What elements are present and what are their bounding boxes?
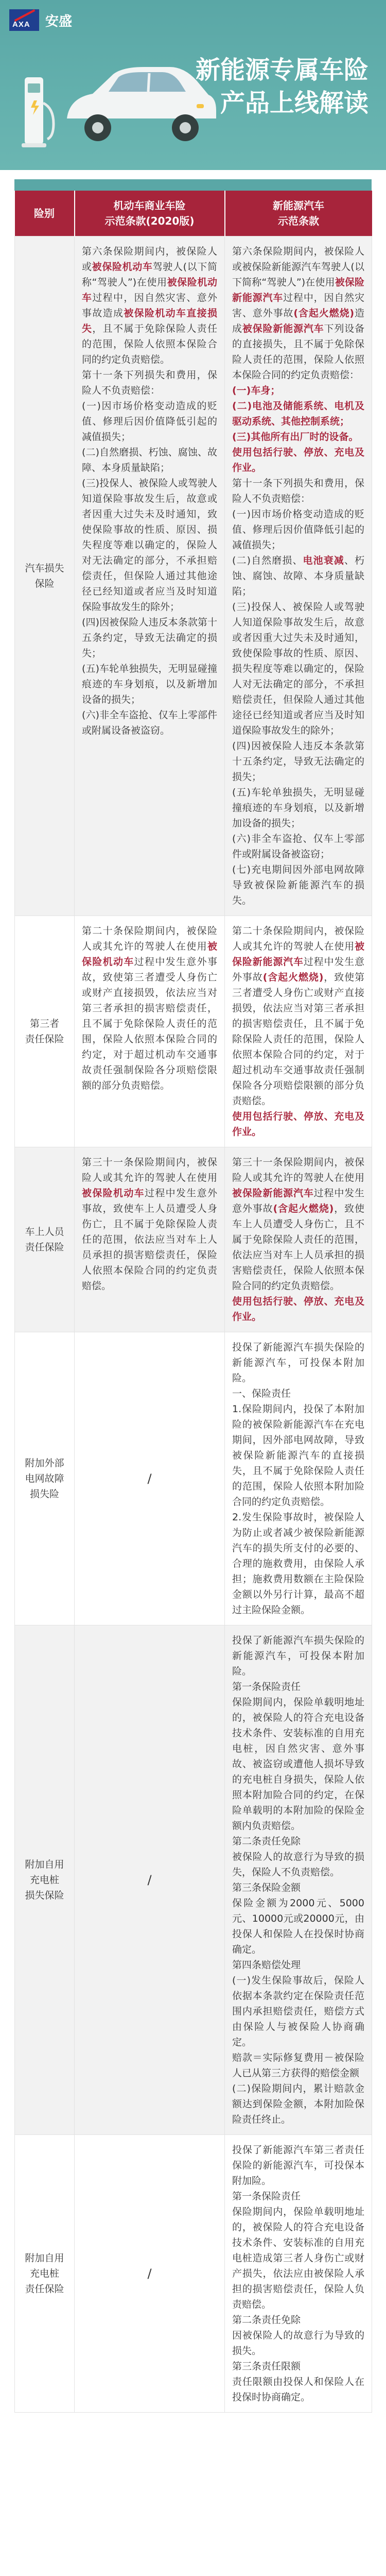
clause-paragraph	[232, 1834, 364, 1849]
highlighted-text: (二)电池及储能系统、电机及驱动系统、其他控制系统；	[232, 400, 364, 427]
clause-paragraph	[232, 2204, 364, 2312]
highlighted-text: 使用包括行驶、停放、充电及作业。	[232, 1296, 364, 1323]
clause-text: 1.保险期间内，投保了本附加险的被保险新能源汽车在充电期间，因外部电网故障，导致被保险新能源汽车的直接损失，且不属于免除保险人责任的范围，保险人依照本附加险合同的约定负责赔偿。	[232, 1403, 364, 1507]
header-new-terms	[225, 191, 372, 236]
clause-text: (一)因市场价格变动造成的贬值、修理后因价值降低引起的减值损失；	[82, 400, 217, 443]
clause-paragraph	[232, 506, 364, 553]
highlighted-text: 使用包括行驶、停放、充电及作业。	[232, 447, 364, 473]
comparison-table	[14, 191, 372, 2413]
page-title	[196, 54, 369, 120]
clause-paragraph	[232, 398, 364, 429]
clause-text: 过程中发生意外事故	[232, 956, 364, 983]
header-risk-label: 险别	[34, 207, 55, 219]
clause-text: (五)车轮单独损失，无明显碰撞痕迹的车身划痕，以及新增加设备的损失；	[232, 787, 364, 829]
clause-paragraph	[232, 383, 364, 398]
clause-text: 第二条责任免除	[232, 1836, 301, 1847]
clause-text: 一、保险责任	[232, 1388, 291, 1399]
clause-text: 保险期间内，保险单载明地址的，被保险人的符合充电设备技术条件、安装标准的自用充电桩造成第三者人身伤亡或财产损失，依法应由被保险人承担的损害赔偿责任，保险人负责赔偿。	[232, 2206, 364, 2310]
new-terms-cell	[225, 916, 372, 1147]
table-top-bar	[14, 179, 372, 191]
clause-paragraph	[232, 2359, 364, 2374]
clause-text: (三)投保人、被保险人或驾驶人知道保险事故发生后，故意或者因重大过失未及时通知，致使保险事故的性质、原因、损失程度等难以确定的，保险人对无法确定的部分，不承担赔偿责任，但保险人通过其他途径已经知道或者应当及时知道保险事故发生的除外；	[232, 601, 364, 736]
header-risk	[15, 191, 75, 236]
hero-banner	[0, 0, 386, 170]
clause-text: ，致使第三者遭受人身伤亡或财产直接损毁，依法应当对第三者承担的损害赔偿责任，且不属于免除保险人责任的范围，保险人依照本保险合同的约定，对于超过机动车交通事故责任强制保险各分项赔偿限额的部分负责赔偿。	[232, 972, 364, 1107]
clause-text: (四)因被保险人违反本条款第十五条约定，导致无法确定的损失；	[232, 740, 364, 783]
clause-paragraph	[232, 429, 364, 445]
clause-text: 过程中，因自然灾害、意外事故造成	[82, 292, 217, 319]
clause-paragraph	[232, 923, 364, 1109]
highlighted-text: 被保险机动车	[82, 941, 217, 968]
risk-name-cell: 附加自用 充电桩 责任保险	[15, 2135, 75, 2413]
highlighted-text: (含起火燃烧)	[262, 972, 324, 983]
clause-paragraph	[232, 476, 364, 506]
clause-text: 投保了新能源汽车损失保险的新能源汽车，可投保本附加险。	[232, 1635, 364, 1677]
highlighted-text: 电池衰减	[303, 555, 344, 566]
old-terms-cell: /	[75, 1332, 225, 1625]
clause-paragraph	[232, 1401, 364, 1510]
clause-text: 第二十条保险期间内，被保险人或其允许的驾驶人在使用	[82, 925, 217, 952]
clause-text: 过程中发生意外事故，致使车上人员遭受人身伤亡，且不属于免除保险人责任的范围，依法应当对车上人员承担的损害赔偿责任，保险人依照本保险合同的约定负责赔偿。	[82, 1188, 217, 1292]
highlighted-text: (三)其他所有出厂时的设备。	[232, 431, 359, 443]
clause-paragraph	[232, 2081, 364, 2127]
clause-paragraph	[232, 2374, 364, 2405]
clause-text: 第六条保险期间内，被保险人或被保险新能源汽车驾驶人(以下简称“驾驶人”)在使用	[232, 246, 364, 288]
clause-paragraph	[232, 862, 364, 908]
clause-paragraph	[82, 476, 217, 615]
risk-name-cell: 汽车损失 保险	[15, 236, 75, 916]
clause-text: (五)车轮单独损失，无明显碰撞痕迹的车身划痕，以及新增加设备的损失；	[82, 663, 217, 705]
brand-name: 安盛	[45, 13, 73, 29]
clause-text: 投保了新能源汽车第三者责任保险的新能源汽车，可投保本附加险。	[232, 2144, 364, 2187]
clause-paragraph	[232, 1340, 364, 1386]
table-body	[15, 236, 372, 2413]
clause-paragraph	[82, 1155, 217, 1294]
clause-paragraph	[232, 1386, 364, 1401]
clause-text: 第三十一条保险期间内，被保险人或其允许的驾驶人在使用	[232, 1157, 364, 1183]
clause-text: 赔款＝实际修复费用－被保险人已从第三方获得的赔偿金额	[232, 2052, 364, 2079]
clause-paragraph	[232, 2328, 364, 2359]
comparison-section	[0, 170, 386, 2413]
clause-text: (二)自然磨损、	[232, 555, 303, 566]
highlighted-text: 使用包括行驶、停放、充电及作业。	[232, 1111, 364, 1138]
clause-text: (一)因市场价格变动造成的贬值、修理后因价值降低引起的减值损失；	[232, 509, 364, 551]
clause-paragraph	[232, 1694, 364, 1834]
clause-paragraph	[232, 785, 364, 831]
table-row	[15, 1147, 372, 1332]
clause-text: 驾驶人(以下简称“驾驶人”)在使用	[82, 261, 217, 288]
clause-text: 第六条保险期间内，被保险人或	[82, 246, 217, 273]
clause-paragraph	[82, 923, 217, 1093]
clause-paragraph	[82, 661, 217, 707]
clause-text: 第二十条保险期间内，被保险人或其允许的驾驶人在使用	[232, 925, 364, 952]
clause-text: 过程中发生意外事故，致使第三者遭受人身伤亡或财产直接损毁，依法应当对第三者承担的损害赔偿责任，且不属于免除保险人责任的范围，保险人依照本保险合同的约定，对于超过机动车交通事故责任强制保险各分项赔偿限额的部分负责赔偿。	[82, 956, 217, 1091]
clause-text: (六)非全车盗抢、仅车上零部件或附属设备被盗窃。	[82, 709, 217, 736]
clause-paragraph	[232, 1957, 364, 1973]
header-old-terms	[75, 191, 225, 236]
header-new-label: 新能源汽车 示范条款	[273, 199, 324, 227]
clause-text: 第三条保险金额	[232, 1882, 301, 1893]
risk-name-cell: 附加自用 充电桩 损失保险	[15, 1625, 75, 2135]
charging-station-icon	[21, 72, 57, 149]
clause-paragraph	[232, 244, 364, 383]
clause-paragraph	[232, 599, 364, 738]
clause-paragraph	[82, 367, 217, 398]
old-terms-cell	[75, 236, 225, 916]
clause-text: (七)充电期间因外部电网故障导致被保险新能源汽车的损失。	[232, 864, 364, 906]
clause-text: 第十一条下列损失和费用，保险人不负责赔偿：	[82, 369, 217, 396]
title-line-2: 产品上线解读	[220, 89, 369, 117]
new-terms-cell	[225, 1625, 372, 2135]
clause-text: (二)自然磨损、朽蚀、腐蚀、故障、本身质量缺陷；	[82, 447, 217, 473]
clause-text: 保险期间内，保险单载明地址的，被保险人的符合充电设备技术条件、安装标准的自用充电桩，因自然灾害、意外事故、被盗窃或遭他人损坏导致的充电桩自身损失，保险人依照本附加险合同的约定，在保险单载明的本附加险的保险金额内负责赔偿。	[232, 1697, 364, 1832]
clause-paragraph	[232, 1510, 364, 1618]
clause-text: (六)非全车盗抢、仅车上零部件或附属设备被盗窃；	[232, 833, 364, 860]
clause-text: 第三十一条保险期间内，被保险人或其允许的驾驶人在使用	[82, 1157, 217, 1183]
clause-paragraph	[82, 707, 217, 738]
clause-paragraph	[82, 615, 217, 661]
highlighted-text: 被保险机动车	[92, 261, 153, 273]
clause-paragraph	[82, 445, 217, 476]
clause-text: 第一条保险责任	[232, 1681, 301, 1692]
clause-paragraph	[232, 1633, 364, 1679]
clause-text: 第一条保险责任	[232, 2191, 301, 2202]
clause-paragraph	[232, 1294, 364, 1325]
clause-paragraph	[232, 2189, 364, 2204]
clause-text: (四)因被保险人违反本条款第十五条约定，导致无法确定的损失；	[82, 617, 217, 659]
clause-paragraph	[232, 1895, 364, 1957]
brand-logo	[9, 9, 72, 31]
risk-name-cell: 车上人员 责任保险	[15, 1147, 75, 1332]
axa-logo-icon: AXA	[9, 9, 39, 31]
risk-name-cell: 附加外部 电网故障 损失险	[15, 1332, 75, 1625]
highlighted-text: 被保险新能源汽车	[232, 941, 364, 968]
new-terms-cell	[225, 1332, 372, 1625]
old-terms-cell: /	[75, 2135, 225, 2413]
clause-paragraph	[232, 1155, 364, 1294]
clause-paragraph	[232, 1973, 364, 2050]
table-row	[15, 1332, 372, 1625]
clause-text: 过程中，因自然灾害、意外事故	[232, 292, 364, 319]
risk-name-cell: 第三者 责任保险	[15, 916, 75, 1147]
clause-text: 被保险人的故意行为导致的损失，保险人不负责赔偿。	[232, 1851, 364, 1878]
clause-paragraph	[232, 1109, 364, 1140]
highlighted-text: 被保险新能源汽车	[232, 277, 364, 303]
table-row	[15, 236, 372, 916]
highlighted-text: 被保险新能源汽车	[242, 323, 324, 334]
clause-paragraph	[232, 1849, 364, 1880]
clause-text: 下列设备的直接损失，且不属于免除保险人责任的范围，保险人依照本保险合同的约定负责赔偿：	[232, 323, 364, 381]
clause-paragraph	[232, 831, 364, 862]
header-old-label: 机动车商业车险 示范条款(2020版)	[104, 199, 195, 227]
clause-text: 过程中发生意外事故	[232, 1188, 364, 1214]
clause-text: (三)投保人、被保险人或驾驶人知道保险事故发生后，故意或者因重大过失未及时通知，致使保险事故的性质、原因、损失程度等难以确定的，保险人对无法确定的部分，不承担赔偿责任，但保险人通过其他途径已经知道或者应当及时知道保险事故发生的除外；	[82, 478, 217, 613]
new-terms-cell	[225, 2135, 372, 2413]
clause-paragraph	[82, 244, 217, 367]
clause-paragraph	[232, 1679, 364, 1694]
highlighted-text: (含起火燃烧)	[293, 308, 355, 319]
highlighted-text: 被保险机动车	[82, 1188, 145, 1199]
clause-text: 造成	[232, 308, 364, 334]
old-terms-cell: /	[75, 1625, 225, 2135]
clause-paragraph	[232, 2142, 364, 2189]
new-terms-cell	[225, 1147, 372, 1332]
clause-paragraph	[232, 553, 364, 599]
clause-text: (一)发生保险事故后，保险人依据本条款约定在保险责任范围内承担赔偿责任，赔偿方式由保险人与被保险人协商确定。	[232, 1975, 364, 2048]
highlighted-text: 被保险机动车直接损失	[82, 308, 217, 334]
clause-paragraph	[232, 2050, 364, 2081]
clause-text: 2.发生保险事故时，被保险人为防止或者减少被保险新能源汽车的损失所支付的必要的、合理的施救费用，由保险人承担；施救费用数额在主险保险金额以外另行计算，最高不超过主险保险金额。	[232, 1512, 364, 1616]
clause-text: 、朽蚀、腐蚀、故障、本身质量缺陷；	[232, 555, 364, 597]
table-header-row	[15, 191, 372, 236]
clause-text: 投保了新能源汽车损失保险的新能源汽车，可投保本附加险。	[232, 1342, 364, 1384]
highlighted-text: 被保险新能源汽车	[232, 1188, 314, 1199]
highlighted-text: 被保险机动车	[82, 277, 217, 303]
highlighted-text: (含起火燃烧)	[273, 1203, 334, 1214]
highlighted-text: (一)车身；	[232, 385, 280, 396]
clause-text: ，且不属于免除保险人责任的范围，保险人依照本保险合同的约定负责赔偿。	[82, 323, 217, 365]
table-row	[15, 2135, 372, 2413]
table-row	[15, 1625, 372, 2135]
clause-text: 因被保险人的故意行为导致的损失。	[232, 2330, 364, 2357]
title-line-1: 新能源专属车险	[195, 56, 369, 84]
clause-paragraph	[232, 1880, 364, 1895]
old-terms-cell	[75, 1147, 225, 1332]
clause-text: 第三条责任限额	[232, 2361, 301, 2372]
clause-text: 第十一条下列损失和费用，保险人不负责赔偿：	[232, 478, 364, 504]
clause-text: 责任限额由投保人和保险人在投保时协商确定。	[232, 2376, 364, 2403]
new-terms-cell	[225, 236, 372, 916]
clause-text: (二)保险期间内，累计赔款金额达到保险金额，本附加险保险责任终止。	[232, 2083, 364, 2125]
clause-paragraph	[232, 2312, 364, 2328]
clause-text: 第四条赔偿处理	[232, 1959, 301, 1971]
clause-paragraph	[232, 445, 364, 476]
clause-paragraph	[232, 738, 364, 785]
electric-car-illustration	[62, 46, 216, 149]
table-row	[15, 916, 372, 1147]
old-terms-cell	[75, 916, 225, 1147]
clause-text: 第二条责任免除	[232, 2314, 301, 2326]
clause-text: 保险金额为2000元、5000元、10000元或20000元，由投保人和保险人在投保时协商确定。	[232, 1897, 364, 1955]
clause-text: ，致使车上人员遭受人身伤亡，且不属于免除保险人责任的范围，依法应当对车上人员承担的损害赔偿责任，保险人依照本保险合同的约定负责赔偿。	[232, 1203, 364, 1292]
clause-paragraph	[82, 398, 217, 445]
